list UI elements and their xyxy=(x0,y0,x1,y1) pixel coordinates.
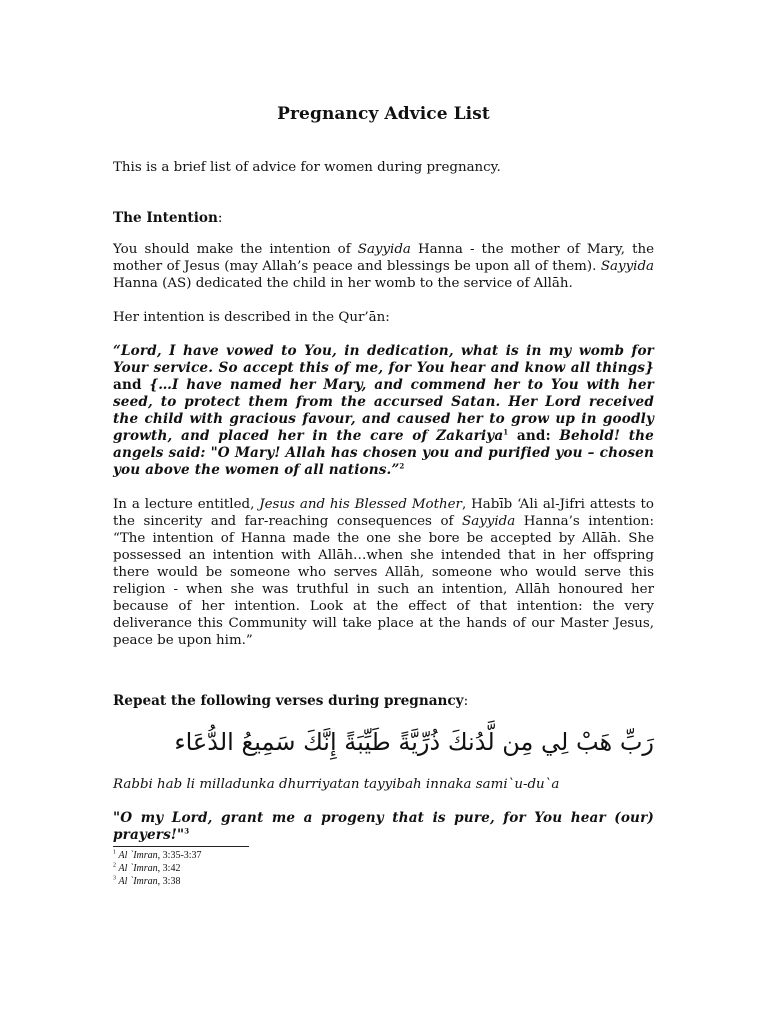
intention-heading xyxy=(113,210,654,227)
footnote-3 xyxy=(113,875,654,888)
footnote-number: 1 xyxy=(113,849,116,856)
intention-paragraph xyxy=(113,241,654,292)
quote-part-c: {…I have named her Mary, and commend her to You with her seed, to protect them from the accursed Satan. Her Lord received the child with gracious favour, and caused her to grow up in goodly growth, and placed her in the care of Zakariya xyxy=(113,377,654,444)
footnote-source: Al `Imran xyxy=(118,863,158,874)
quote-part-b: and xyxy=(113,377,150,393)
quote-part-d: and: xyxy=(508,428,560,444)
heading-colon: : xyxy=(217,210,223,226)
footnote-1 xyxy=(113,849,654,862)
footnote-ref-3[interactable]: 3 xyxy=(184,826,190,836)
footnote-source: Al `Imran xyxy=(118,876,158,887)
p1-text-e: Hanna (AS) dedicated the child in her womb to the service of Allāh. xyxy=(113,276,573,291)
intro-text: This is a brief list of advice for women during pregnancy. xyxy=(113,160,501,175)
quote-part-e: Behold! the angels said: "O Mary! Allah has chosen you and purified you – chosen you above the women of all nations.” xyxy=(113,428,654,478)
footnote-reference: , 3:42 xyxy=(157,863,181,874)
footnote-divider xyxy=(113,846,249,847)
footnote-reference: , 3:35-3:37 xyxy=(157,850,202,861)
p1-text-a: You should make the intention of xyxy=(113,242,358,257)
footnote-number: 2 xyxy=(113,862,116,869)
p3-text-a: In a lecture entitled, xyxy=(113,497,260,512)
repeat-heading-colon: : xyxy=(463,693,469,709)
lecture-paragraph xyxy=(113,496,654,649)
p1-text-c: Hanna - the mother of Mary, the mother of Jesus (may Allah’s peace and blessings be upon all of them). xyxy=(113,242,654,274)
verse-translation xyxy=(113,810,654,844)
p1-emphasis-sayyida: Sayyida xyxy=(357,242,411,257)
transliteration: Rabbi hab li milladunka dhurriyatan tayyibah innaka sami`u-du`a xyxy=(113,777,560,792)
footnote-ref-2[interactable]: 2 xyxy=(399,461,405,471)
repeat-heading-text: Repeat the following verses during pregnancy xyxy=(113,693,464,709)
intention-heading-text: The Intention xyxy=(113,210,218,226)
footnote-ref-1[interactable]: 1 xyxy=(503,427,509,437)
translation-text: "O my Lord, grant me a progeny that is pure, for You hear (our) prayers!" xyxy=(113,810,654,843)
footnote-2 xyxy=(113,862,654,875)
footnote-reference: , 3:38 xyxy=(157,876,181,887)
quote-part-a: “Lord, I have vowed to You, in dedication, what is in my womb for Your service. So accept this of me, for You hear and know all things} xyxy=(113,343,654,376)
repeat-verses-heading xyxy=(113,693,654,710)
p3-text-c: , Habīb ‘Ali al-Jifri attests to the sincerity and far-reaching consequences of xyxy=(113,497,654,529)
lecture-title: Jesus and his Blessed Mother xyxy=(259,497,462,512)
footnote-source: Al `Imran xyxy=(118,850,158,861)
p3-text-e: Hanna’s intention: “The intention of Hanna made the one she bore be accepted by Allāh. She possessed an intention with Allāh…when she intended that in her offspring there would be someone who serves Allāh, someone who would serve this religion - when she was truthful in such an intention, Allāh honoured her because of her intention. Look at the effect of that intention: the very deliverance this Community will take place at the hands of our Master Jesus, peace be upon him.” xyxy=(113,514,654,648)
page-title: Pregnancy Advice List xyxy=(277,104,490,124)
quran-intro: Her intention is described in the Qur’ān: xyxy=(113,310,390,325)
quran-quote xyxy=(113,343,654,479)
footnote-number: 3 xyxy=(113,875,116,882)
document-body xyxy=(113,104,654,888)
arabic-verse: رَبِّ هَبْ لِي مِن لَّدُنكَ ذُرِّيَّةً طَيِّبَةً إِنَّكَ سَمِيعُ الدُّعَاء xyxy=(174,728,654,756)
p1-emphasis-sayyida-2: Sayyida xyxy=(600,259,654,274)
p3-emphasis-sayyida: Sayyida xyxy=(462,514,516,529)
